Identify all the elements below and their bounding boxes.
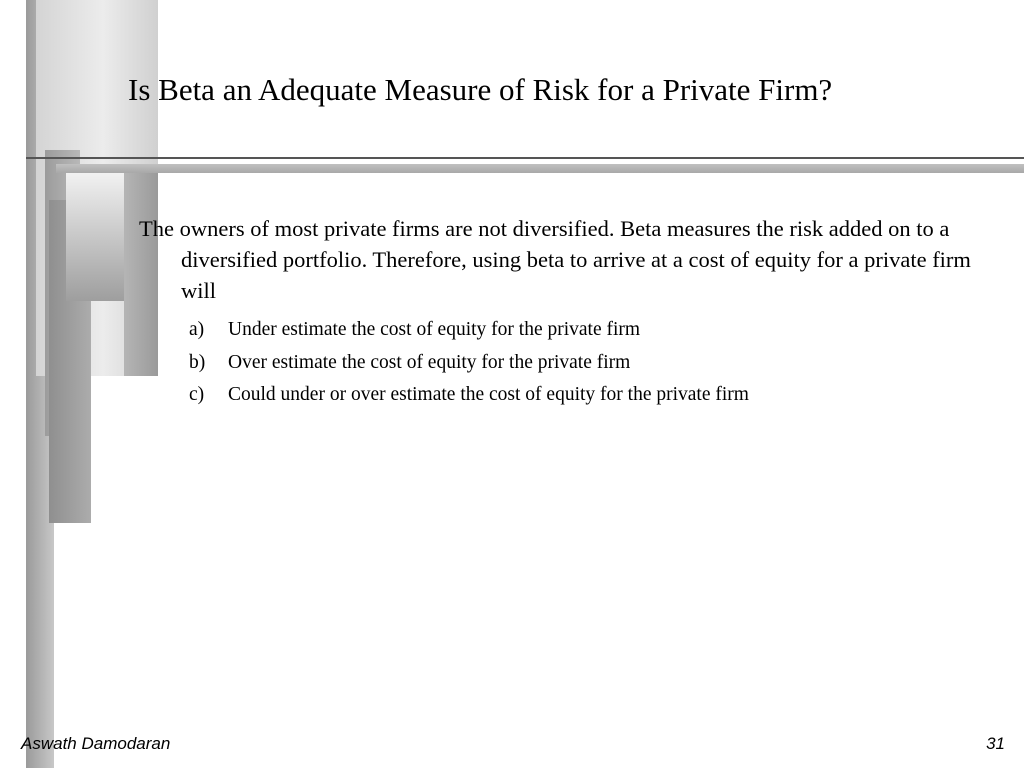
- option-marker: b): [189, 351, 206, 373]
- option-marker: c): [189, 384, 205, 405]
- answer-option-c: [139, 379, 1001, 412]
- footer-author: Aswath Damodaran: [21, 734, 171, 753]
- page-number: 31: [986, 734, 1005, 753]
- answer-option-b: [139, 347, 1001, 380]
- slide-title: Is Beta an Adequate Measure of Risk for a Private Firm?: [128, 72, 833, 107]
- decorative-bar: [66, 172, 126, 301]
- slide-body: [139, 213, 1001, 412]
- question-text: The owners of most private firms are not diversified. Beta measures the risk added on to a diversified portfolio. Therefore, using beta to arrive at a cost of equity for a private firm will: [139, 216, 971, 303]
- title-divider-band: [56, 164, 1024, 173]
- option-text: Over estimate the cost of equity for the private firm: [228, 351, 631, 373]
- title-divider-line: [26, 157, 1024, 159]
- option-text: Under estimate the cost of equity for the private firm: [228, 319, 641, 340]
- option-marker: a): [189, 319, 205, 340]
- option-text: Could under or over estimate the cost of equity for the private firm: [228, 384, 749, 405]
- answer-options: [139, 314, 1001, 412]
- answer-option-a: [139, 314, 1001, 347]
